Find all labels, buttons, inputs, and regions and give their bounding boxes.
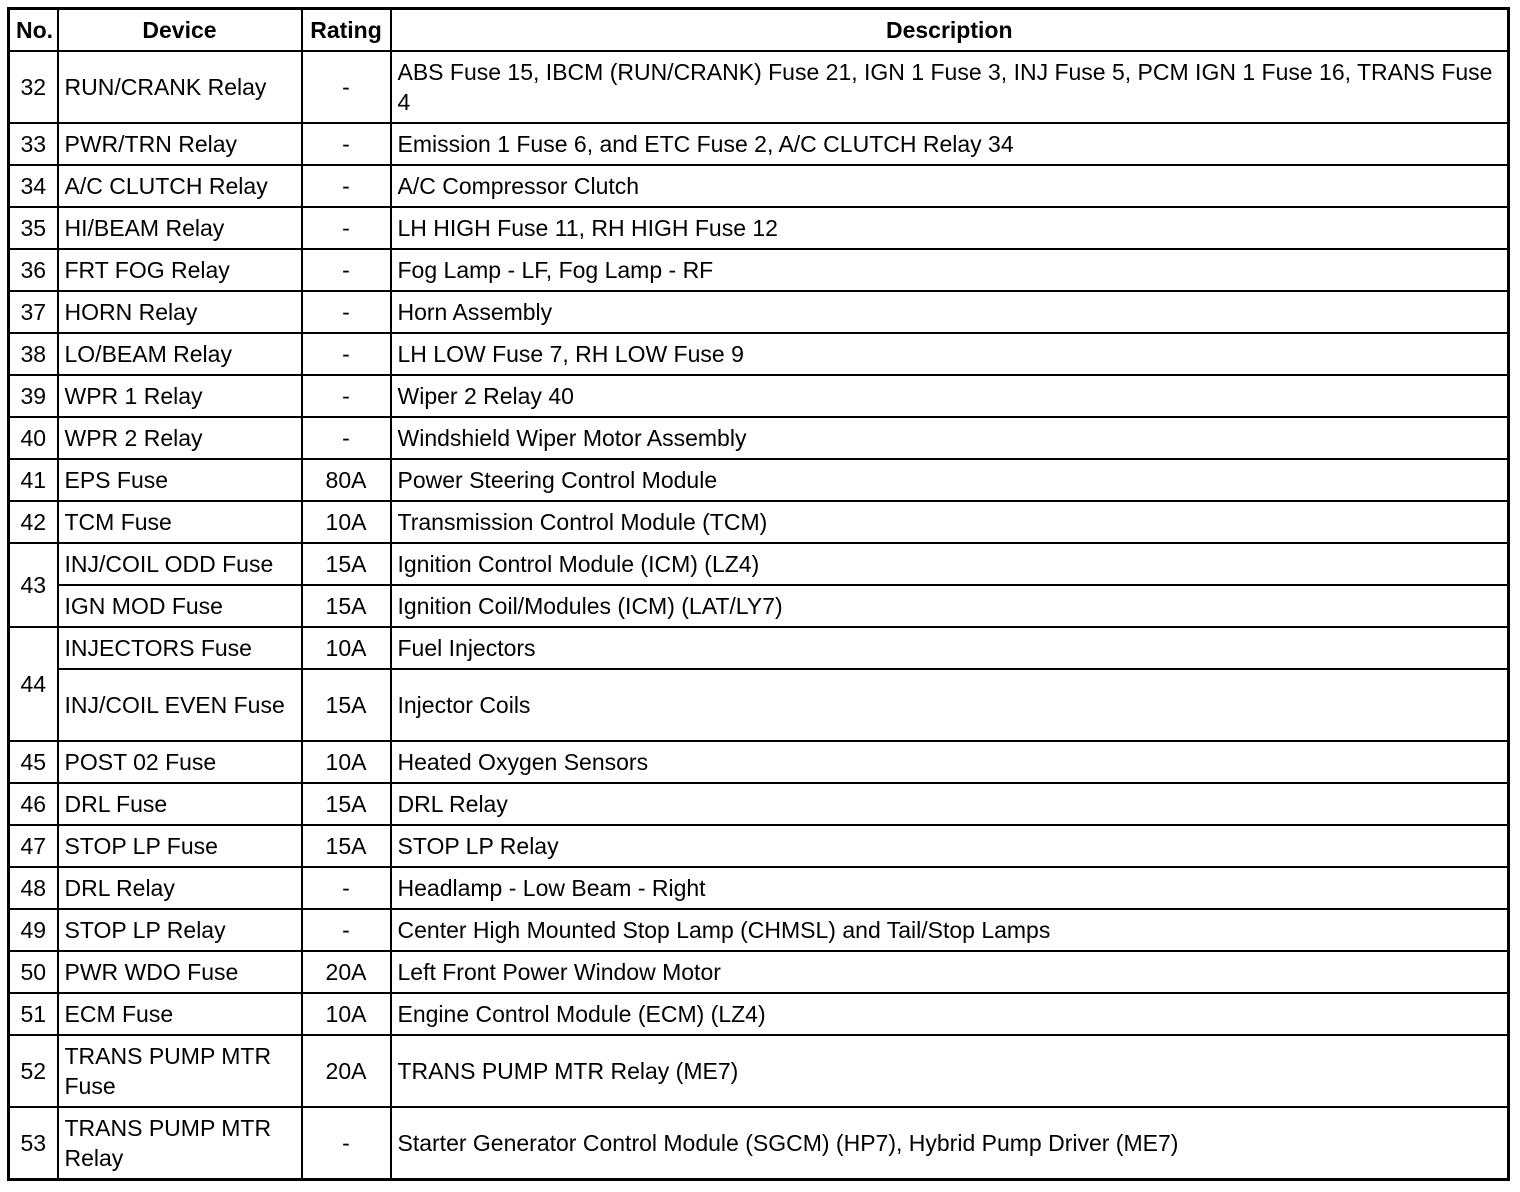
cell-description: LH LOW Fuse 7, RH LOW Fuse 9 (391, 333, 1509, 375)
cell-description: Fog Lamp - LF, Fog Lamp - RF (391, 249, 1509, 291)
cell-description: ABS Fuse 15, IBCM (RUN/CRANK) Fuse 21, IGN 1 Fuse 3, INJ Fuse 5, PCM IGN 1 Fuse 16, TRANS Fuse 4 (391, 51, 1509, 123)
cell-device: FRT FOG Relay (58, 249, 302, 291)
table-row (9, 291, 1509, 333)
cell-rating: 20A (302, 951, 391, 993)
cell-device: STOP LP Fuse (58, 825, 302, 867)
table-row (9, 207, 1509, 249)
cell-rating: 10A (302, 741, 391, 783)
table-row (9, 165, 1509, 207)
cell-device: WPR 1 Relay (58, 375, 302, 417)
cell-no: 37 (9, 291, 58, 333)
cell-no: 51 (9, 993, 58, 1035)
header-row (9, 9, 1509, 52)
cell-no: 32 (9, 51, 58, 123)
cell-device: RUN/CRANK Relay (58, 51, 302, 123)
cell-description: LH HIGH Fuse 11, RH HIGH Fuse 12 (391, 207, 1509, 249)
cell-device: INJ/COIL ODD Fuse (58, 543, 302, 585)
cell-no: 36 (9, 249, 58, 291)
cell-description: Center High Mounted Stop Lamp (CHMSL) and Tail/Stop Lamps (391, 909, 1509, 951)
cell-no: 53 (9, 1107, 58, 1180)
table-row (9, 249, 1509, 291)
table-row (9, 1035, 1509, 1107)
cell-no: 38 (9, 333, 58, 375)
table-row (9, 123, 1509, 165)
cell-rating: - (302, 123, 391, 165)
cell-description: Windshield Wiper Motor Assembly (391, 417, 1509, 459)
cell-device: INJECTORS Fuse (58, 627, 302, 669)
cell-no: 33 (9, 123, 58, 165)
cell-device: POST 02 Fuse (58, 741, 302, 783)
cell-description: DRL Relay (391, 783, 1509, 825)
cell-rating: - (302, 909, 391, 951)
cell-description: Wiper 2 Relay 40 (391, 375, 1509, 417)
cell-device: STOP LP Relay (58, 909, 302, 951)
cell-device: PWR WDO Fuse (58, 951, 302, 993)
table-row (9, 909, 1509, 951)
cell-device: EPS Fuse (58, 459, 302, 501)
cell-no: 34 (9, 165, 58, 207)
table-row (9, 825, 1509, 867)
fuse-relay-table (7, 7, 1510, 1181)
cell-rating: - (302, 291, 391, 333)
cell-no: 48 (9, 867, 58, 909)
table-row (9, 543, 1509, 585)
cell-device: HI/BEAM Relay (58, 207, 302, 249)
cell-description: Emission 1 Fuse 6, and ETC Fuse 2, A/C CLUTCH Relay 34 (391, 123, 1509, 165)
table-row (9, 627, 1509, 669)
cell-rating: 20A (302, 1035, 391, 1107)
table-row (9, 867, 1509, 909)
cell-no: 42 (9, 501, 58, 543)
cell-description: Injector Coils (391, 669, 1509, 741)
header-device: Device (58, 9, 302, 52)
cell-rating: 15A (302, 783, 391, 825)
cell-no: 40 (9, 417, 58, 459)
cell-description: Ignition Coil/Modules (ICM) (LAT/LY7) (391, 585, 1509, 627)
cell-device: INJ/COIL EVEN Fuse (58, 669, 302, 741)
cell-rating: 10A (302, 993, 391, 1035)
table-row (9, 1107, 1509, 1180)
cell-rating: - (302, 867, 391, 909)
cell-description: Ignition Control Module (ICM) (LZ4) (391, 543, 1509, 585)
cell-device: ECM Fuse (58, 993, 302, 1035)
cell-description: STOP LP Relay (391, 825, 1509, 867)
cell-no: 52 (9, 1035, 58, 1107)
cell-device: PWR/TRN Relay (58, 123, 302, 165)
cell-rating: 15A (302, 585, 391, 627)
cell-rating: - (302, 1107, 391, 1180)
table-row (9, 951, 1509, 993)
cell-rating: 10A (302, 627, 391, 669)
table-row (9, 993, 1509, 1035)
cell-device: DRL Fuse (58, 783, 302, 825)
cell-rating: 80A (302, 459, 391, 501)
cell-device: HORN Relay (58, 291, 302, 333)
table-row (9, 333, 1509, 375)
table-row (9, 669, 1509, 741)
cell-rating: - (302, 375, 391, 417)
cell-rating: - (302, 165, 391, 207)
cell-description: Starter Generator Control Module (SGCM) (HP7), Hybrid Pump Driver (ME7) (391, 1107, 1509, 1180)
cell-device: DRL Relay (58, 867, 302, 909)
table-row (9, 459, 1509, 501)
cell-description: Headlamp - Low Beam - Right (391, 867, 1509, 909)
cell-description: A/C Compressor Clutch (391, 165, 1509, 207)
table-row (9, 51, 1509, 123)
cell-rating: - (302, 207, 391, 249)
header-description: Description (391, 9, 1509, 52)
table-row (9, 375, 1509, 417)
cell-device: LO/BEAM Relay (58, 333, 302, 375)
cell-rating: - (302, 249, 391, 291)
cell-description: Fuel Injectors (391, 627, 1509, 669)
cell-rating: - (302, 333, 391, 375)
cell-device: WPR 2 Relay (58, 417, 302, 459)
table-row (9, 585, 1509, 627)
cell-device: TCM Fuse (58, 501, 302, 543)
cell-no: 35 (9, 207, 58, 249)
cell-no: 49 (9, 909, 58, 951)
cell-rating: - (302, 417, 391, 459)
table-row (9, 783, 1509, 825)
cell-description: Horn Assembly (391, 291, 1509, 333)
cell-rating: 10A (302, 501, 391, 543)
cell-no: 50 (9, 951, 58, 993)
cell-rating: 15A (302, 669, 391, 741)
cell-device: IGN MOD Fuse (58, 585, 302, 627)
cell-rating: 15A (302, 543, 391, 585)
cell-description: Heated Oxygen Sensors (391, 741, 1509, 783)
cell-description: Engine Control Module (ECM) (LZ4) (391, 993, 1509, 1035)
table-row (9, 417, 1509, 459)
cell-no: 43 (9, 543, 58, 627)
cell-device: A/C CLUTCH Relay (58, 165, 302, 207)
cell-rating: - (302, 51, 391, 123)
cell-description: TRANS PUMP MTR Relay (ME7) (391, 1035, 1509, 1107)
cell-no: 47 (9, 825, 58, 867)
header-rating: Rating (302, 9, 391, 52)
table-row (9, 501, 1509, 543)
cell-no: 44 (9, 627, 58, 741)
cell-no: 46 (9, 783, 58, 825)
table-body (9, 51, 1509, 1180)
cell-description: Transmission Control Module (TCM) (391, 501, 1509, 543)
cell-no: 45 (9, 741, 58, 783)
cell-no: 39 (9, 375, 58, 417)
cell-rating: 15A (302, 825, 391, 867)
table-row (9, 741, 1509, 783)
cell-description: Left Front Power Window Motor (391, 951, 1509, 993)
cell-device: TRANS PUMP MTR Fuse (58, 1035, 302, 1107)
cell-description: Power Steering Control Module (391, 459, 1509, 501)
cell-device: TRANS PUMP MTR Relay (58, 1107, 302, 1180)
header-no: No. (9, 9, 58, 52)
cell-no: 41 (9, 459, 58, 501)
